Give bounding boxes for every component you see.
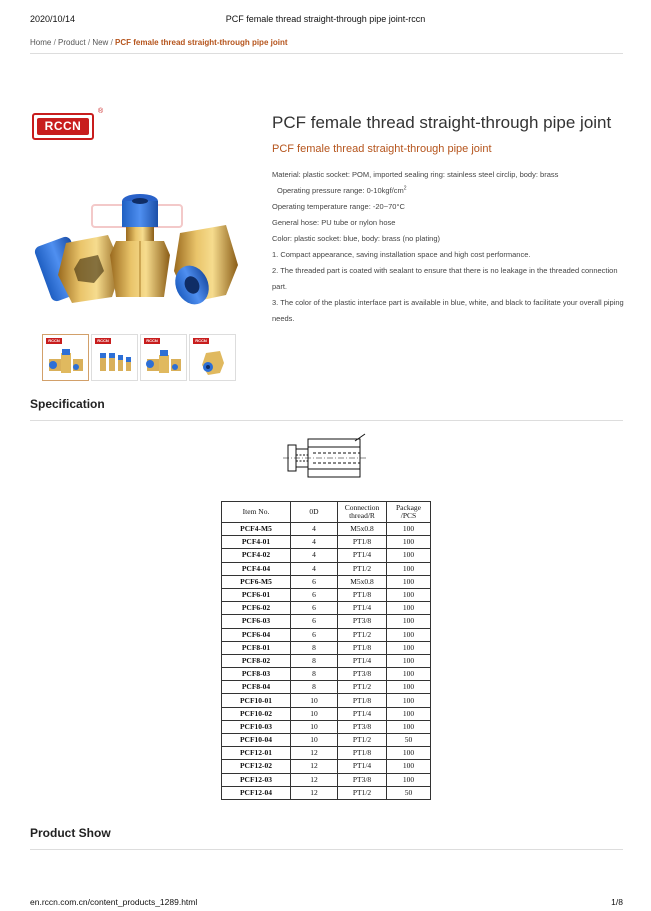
table-row — [222, 681, 431, 694]
cell-od: 10 — [291, 707, 338, 720]
col-package-line1: Package — [396, 503, 421, 512]
thumbnail-image — [190, 335, 235, 380]
cell-connection-thread: PT3/8 — [338, 668, 387, 681]
cell-connection-thread: PT3/8 — [338, 615, 387, 628]
breadcrumb-home-link[interactable]: Home — [30, 38, 52, 47]
thumbnail-4[interactable] — [189, 334, 236, 381]
cell-package: 100 — [387, 536, 431, 549]
footer-page-number: 1/8 — [611, 897, 623, 907]
cell-connection-thread: PT1/4 — [338, 654, 387, 667]
product-photo-illustration — [30, 185, 240, 320]
thumbnail-image — [141, 335, 186, 380]
table-row — [222, 562, 431, 575]
cell-od: 12 — [291, 773, 338, 786]
cell-connection-thread: PT1/2 — [338, 562, 387, 575]
print-date: 2020/10/14 — [30, 14, 76, 24]
table-row — [222, 549, 431, 562]
cell-od: 6 — [291, 615, 338, 628]
breadcrumb-current: PCF female thread straight-through pipe joint — [115, 38, 288, 47]
cell-connection-thread: PT1/8 — [338, 588, 387, 601]
feature-1: 1. Compact appearance, saving installation space and high cost performance. — [272, 250, 531, 259]
product-description — [272, 167, 624, 327]
table-body — [222, 523, 431, 800]
feature-2: 2. The threaded part is coated with sealant to ensure that there is no leakage in the threaded connection part. — [272, 266, 618, 291]
col-connection-line2: thread/R — [349, 511, 375, 520]
brand-logo — [32, 113, 94, 140]
cell-od: 6 — [291, 575, 338, 588]
cell-od: 10 — [291, 694, 338, 707]
cell-package: 50 — [387, 786, 431, 799]
col-connection-line1: Connection — [344, 503, 380, 512]
thumbnail-logo: RCCN — [46, 338, 62, 344]
cell-package: 100 — [387, 549, 431, 562]
cell-connection-thread: M5x0.8 — [338, 575, 387, 588]
cell-od: 12 — [291, 760, 338, 773]
col-od: 0D — [291, 502, 338, 523]
cell-od: 10 — [291, 720, 338, 733]
cell-package: 100 — [387, 760, 431, 773]
spec-pressure — [272, 183, 624, 199]
col-package-line2: /PCS — [400, 511, 417, 520]
table-row — [222, 720, 431, 733]
table-row — [222, 694, 431, 707]
cell-connection-thread: PT1/2 — [338, 681, 387, 694]
table-row — [222, 523, 431, 536]
product-show-heading: Product Show — [30, 826, 111, 840]
col-item-no: Item No. — [222, 502, 291, 523]
table-header-row — [222, 502, 431, 523]
cell-connection-thread: PT1/8 — [338, 747, 387, 760]
breadcrumb-separator: / — [87, 38, 91, 47]
cell-package: 100 — [387, 615, 431, 628]
cell-package: 100 — [387, 694, 431, 707]
cell-package: 100 — [387, 668, 431, 681]
cell-item-no: PCF6-02 — [222, 602, 291, 615]
spec-material: Material: plastic socket: POM, imported sealing ring: stainless steel circlip, body: brass — [272, 170, 559, 179]
cell-connection-thread: PT1/4 — [338, 602, 387, 615]
cell-od: 4 — [291, 562, 338, 575]
table-row — [222, 615, 431, 628]
cell-connection-thread: PT1/4 — [338, 760, 387, 773]
cell-item-no: PCF4-01 — [222, 536, 291, 549]
breadcrumb-new-link[interactable]: New — [92, 38, 109, 47]
thumbnail-3[interactable] — [140, 334, 187, 381]
cell-od: 8 — [291, 654, 338, 667]
cell-item-no: PCF12-03 — [222, 773, 291, 786]
brand-logo-text: RCCN — [37, 118, 89, 135]
spec-pressure-text: Operating pressure range: 0-10kgf/cm — [277, 186, 404, 195]
cell-item-no: PCF10-02 — [222, 707, 291, 720]
table-row — [222, 641, 431, 654]
breadcrumb-product-link[interactable]: Product — [58, 38, 86, 47]
cell-package: 100 — [387, 602, 431, 615]
cell-connection-thread: PT3/8 — [338, 720, 387, 733]
table-row — [222, 773, 431, 786]
cell-connection-thread: M5x0.8 — [338, 523, 387, 536]
table-row — [222, 707, 431, 720]
cell-connection-thread: PT1/4 — [338, 707, 387, 720]
fitting-cross-section-diagram — [283, 433, 369, 483]
spec-hose: General hose: PU tube or nylon hose — [272, 218, 396, 227]
cell-package: 100 — [387, 562, 431, 575]
cell-connection-thread: PT1/2 — [338, 734, 387, 747]
cell-item-no: PCF6-01 — [222, 588, 291, 601]
specification-table — [221, 501, 431, 800]
cell-item-no: PCF6-04 — [222, 628, 291, 641]
cell-item-no: PCF6-M5 — [222, 575, 291, 588]
cell-item-no: PCF4-02 — [222, 549, 291, 562]
feature-3: 3. The color of the plastic interface part is available in blue, white, and black to facilitate your overall piping needs. — [272, 298, 624, 323]
cell-package: 100 — [387, 654, 431, 667]
cell-od: 8 — [291, 681, 338, 694]
cell-item-no: PCF8-04 — [222, 681, 291, 694]
specification-divider — [30, 420, 623, 421]
table-row — [222, 536, 431, 549]
breadcrumb — [30, 38, 288, 47]
cell-package: 50 — [387, 734, 431, 747]
cell-item-no: PCF8-03 — [222, 668, 291, 681]
thumbnail-image — [43, 335, 88, 380]
table-row — [222, 628, 431, 641]
cell-od: 8 — [291, 641, 338, 654]
cell-item-no: PCF4-04 — [222, 562, 291, 575]
cell-package: 100 — [387, 575, 431, 588]
cell-connection-thread: PT3/8 — [338, 773, 387, 786]
cell-item-no: PCF12-04 — [222, 786, 291, 799]
table-row — [222, 588, 431, 601]
cell-item-no: PCF10-01 — [222, 694, 291, 707]
cell-item-no: PCF8-02 — [222, 654, 291, 667]
table-row — [222, 734, 431, 747]
product-show-divider — [30, 849, 623, 850]
cell-package: 100 — [387, 707, 431, 720]
cell-package: 100 — [387, 588, 431, 601]
breadcrumb-separator: / — [53, 38, 56, 47]
cell-connection-thread: PT1/8 — [338, 694, 387, 707]
cell-item-no: PCF10-04 — [222, 734, 291, 747]
cell-od: 12 — [291, 786, 338, 799]
table-row — [222, 654, 431, 667]
table-row — [222, 786, 431, 799]
col-connection-thread — [338, 502, 387, 523]
cell-od: 12 — [291, 747, 338, 760]
cell-od: 6 — [291, 602, 338, 615]
table-row — [222, 575, 431, 588]
technical-drawing — [283, 433, 369, 483]
cell-od: 4 — [291, 523, 338, 536]
product-main-image[interactable] — [30, 185, 240, 320]
cell-package: 100 — [387, 720, 431, 733]
cell-connection-thread: PT1/2 — [338, 628, 387, 641]
breadcrumb-separator: / — [110, 38, 113, 47]
cell-connection-thread: PT1/8 — [338, 641, 387, 654]
thumbnail-logo: RCCN — [95, 338, 111, 344]
cell-od: 6 — [291, 588, 338, 601]
cell-package: 100 — [387, 747, 431, 760]
breadcrumb-divider — [30, 53, 623, 54]
cell-item-no: PCF6-03 — [222, 615, 291, 628]
product-subtitle: PCF female thread straight-through pipe joint — [272, 143, 492, 155]
cell-package: 100 — [387, 773, 431, 786]
cell-package: 100 — [387, 641, 431, 654]
thumbnail-logo: RCCN — [144, 338, 160, 344]
cell-od: 4 — [291, 549, 338, 562]
cell-package: 100 — [387, 523, 431, 536]
table-row — [222, 747, 431, 760]
cell-package: 100 — [387, 628, 431, 641]
thumbnail-logo: RCCN — [193, 338, 209, 344]
registered-mark: ® — [98, 108, 104, 115]
cell-od: 8 — [291, 668, 338, 681]
cell-item-no: PCF10-03 — [222, 720, 291, 733]
thumbnail-2[interactable] — [91, 334, 138, 381]
cell-od: 10 — [291, 734, 338, 747]
cell-connection-thread: PT1/8 — [338, 536, 387, 549]
col-package — [387, 502, 431, 523]
cell-item-no: PCF4-M5 — [222, 523, 291, 536]
cell-od: 6 — [291, 628, 338, 641]
spec-temperature: Operating temperature range: -20~70°C — [272, 202, 405, 211]
thumbnail-1[interactable] — [42, 334, 89, 381]
table-row — [222, 602, 431, 615]
spec-pressure-superscript: 2 — [403, 185, 407, 192]
cell-package: 100 — [387, 681, 431, 694]
footer-url: en.rccn.com.cn/content_products_1289.html — [30, 897, 198, 907]
specification-heading: Specification — [30, 397, 105, 411]
cell-od: 4 — [291, 536, 338, 549]
cell-connection-thread: PT1/2 — [338, 786, 387, 799]
spec-color: Color: plastic socket: blue, body: brass (no plating) — [272, 234, 440, 243]
product-title: PCF female thread straight-through pipe joint — [272, 113, 612, 132]
table-row — [222, 668, 431, 681]
print-page-title: PCF female thread straight-through pipe joint-rccn — [225, 14, 426, 24]
cell-item-no: PCF12-02 — [222, 760, 291, 773]
cell-connection-thread: PT1/4 — [338, 549, 387, 562]
thumbnail-image — [92, 335, 137, 380]
table-row — [222, 760, 431, 773]
cell-item-no: PCF8-01 — [222, 641, 291, 654]
cell-item-no: PCF12-01 — [222, 747, 291, 760]
